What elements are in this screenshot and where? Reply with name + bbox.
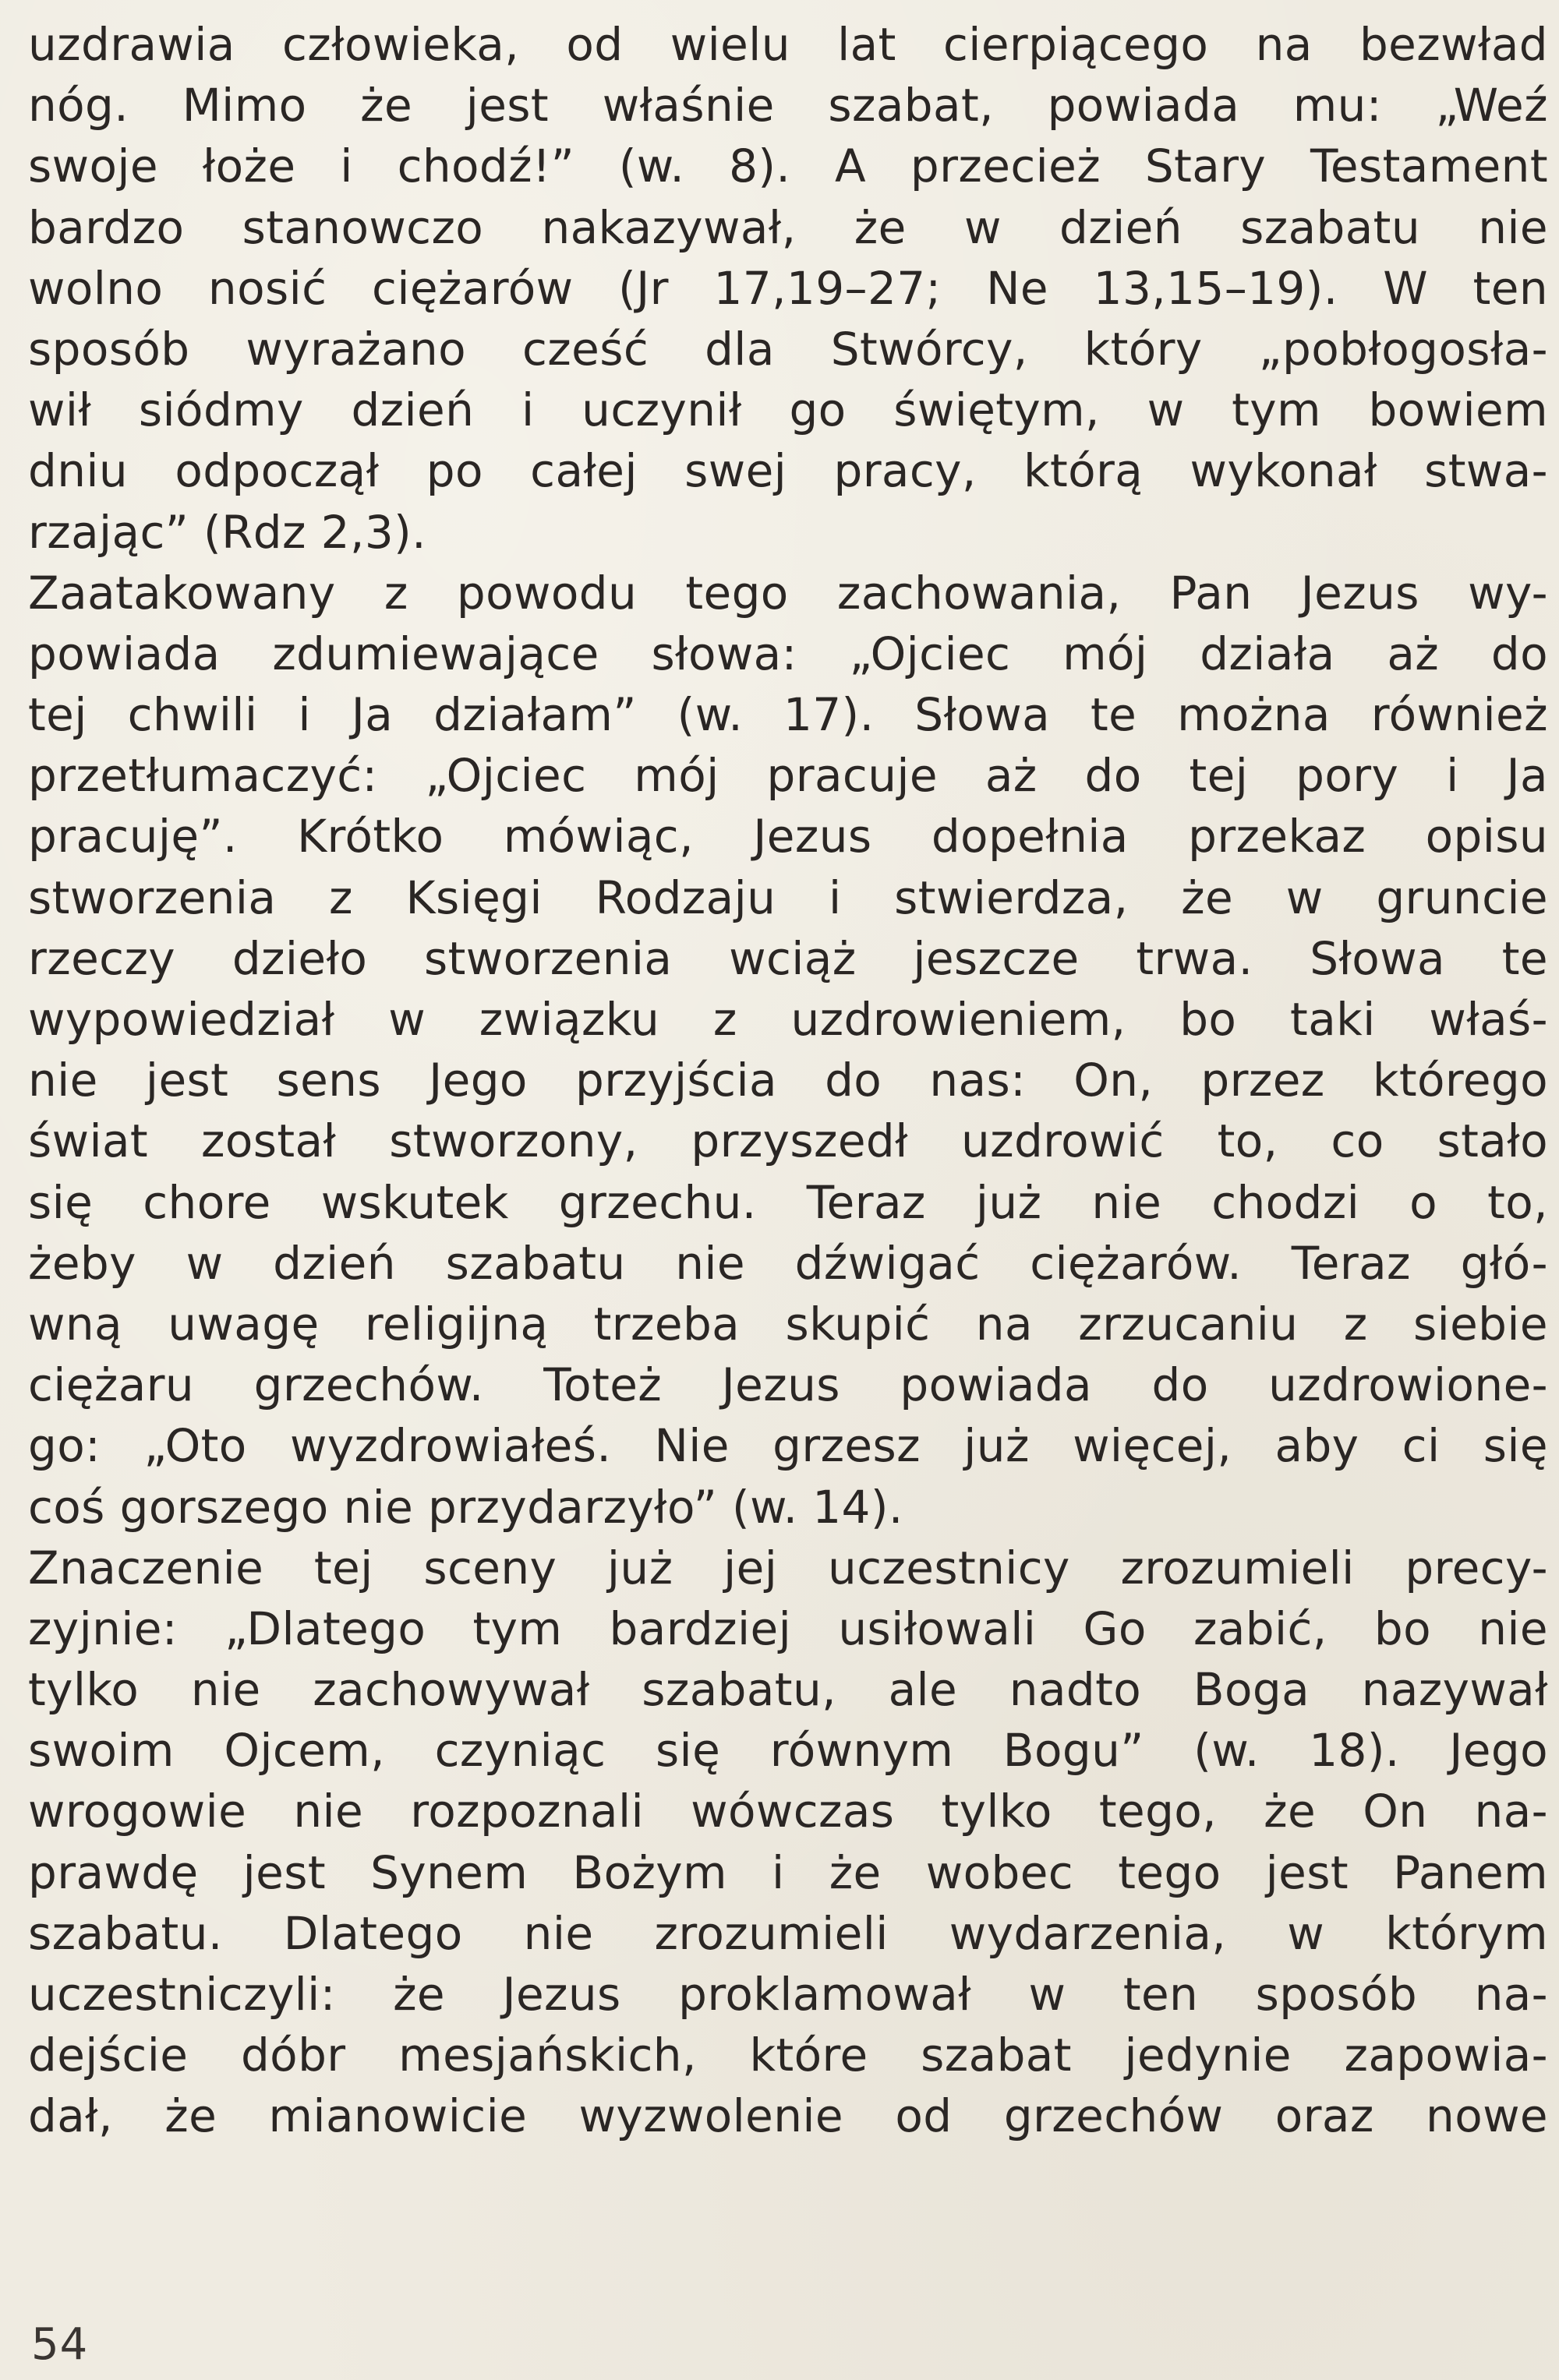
text-line: żeby w dzień szabatu nie dźwigać ciężarów. Teraz głó- <box>28 1236 1548 1290</box>
text-line: pracuję”. Krótko mówiąc, Jezus dopełnia przekaz opisu <box>28 810 1548 863</box>
text-line: prawdę jest Synem Bożym i że wobec tego jest Panem <box>28 1845 1548 1899</box>
paragraph <box>28 14 1548 563</box>
text-line: uczestniczyli: że Jezus proklamował w ten sposób na- <box>28 1968 1548 2021</box>
text-line: dejście dóbr mesjańskich, które szabat jedynie zapowia- <box>28 2029 1548 2082</box>
text-line: uzdrawia człowieka, od wielu lat cierpiącego na bezwład <box>28 18 1548 71</box>
text-line: swoim Ojcem, czyniąc się równym Bogu” (w. 18). Jego <box>28 1724 1548 1778</box>
text-line: powiada zdumiewające słowa: „Ojciec mój działa aż do <box>28 627 1548 680</box>
text-line: Zaatakowany z powodu tego zachowania, Pan Jezus wy- <box>28 566 1548 620</box>
paragraph <box>28 563 1548 1538</box>
page-number: 54 <box>31 2319 89 2370</box>
text-line: rzając” (Rdz 2,3). <box>28 505 426 559</box>
text-line: dał, że mianowicie wyzwolenie od grzechów oraz nowe <box>28 2089 1548 2143</box>
text-line: bardzo stanowczo nakazywał, że w dzień szabatu nie <box>28 200 1548 254</box>
text-line: wrogowie nie rozpoznali wówczas tylko tego, że On na- <box>28 1785 1548 1838</box>
text-line: swoje łoże i chodź!” (w. 8). A przecież Stary Testament <box>28 139 1548 193</box>
text-line: wił siódmy dzień i uczynił go świętym, w tym bowiem <box>28 383 1548 437</box>
text-line: sposób wyrażano cześć dla Stwórcy, który „pobłogosła- <box>28 322 1548 376</box>
body-text <box>28 14 1548 2147</box>
text-line: ciężaru grzechów. Toteż Jezus powiada do uzdrowione- <box>28 1358 1548 1412</box>
text-line: rzeczy dzieło stworzenia wciąż jeszcze trwa. Słowa te <box>28 931 1548 985</box>
text-line: nie jest sens Jego przyjścia do nas: On, przez którego <box>28 1054 1548 1107</box>
text-line: Znaczenie tej sceny już jej uczestnicy zrozumieli precy- <box>28 1541 1548 1594</box>
text-line: go: „Oto wyzdrowiałeś. Nie grzesz już więcej, aby ci się <box>28 1419 1548 1473</box>
paragraph <box>28 1538 1548 2147</box>
text-line: dniu odpoczął po całej swej pracy, którą wykonał stwa- <box>28 444 1548 498</box>
text-line: się chore wskutek grzechu. Teraz już nie chodzi o to, <box>28 1175 1548 1229</box>
text-line: stworzenia z Księgi Rodzaju i stwierdza, że w gruncie <box>28 870 1548 924</box>
text-line: wną uwagę religijną trzeba skupić na zrzucaniu z siebie <box>28 1297 1548 1351</box>
text-line: tylko nie zachowywał szabatu, ale nadto Boga nazywał <box>28 1663 1548 1717</box>
text-line: tej chwili i Ja działam” (w. 17). Słowa te można również <box>28 688 1548 742</box>
text-line: świat został stworzony, przyszedł uzdrowić to, co stało <box>28 1114 1548 1168</box>
text-line: przetłumaczyć: „Ojciec mój pracuje aż do tej pory i Ja <box>28 749 1548 803</box>
text-line: wolno nosić ciężarów (Jr 17,19–27; Ne 13,15–19). W ten <box>28 261 1548 315</box>
text-line: zyjnie: „Dlatego tym bardziej usiłowali Go zabić, bo nie <box>28 1601 1548 1655</box>
text-line: nóg. Mimo że jest właśnie szabat, powiada mu: „Weź <box>28 79 1548 132</box>
text-line: coś gorszego nie przydarzyło” (w. 14). <box>28 1480 903 1534</box>
text-line: wypowiedział w związku z uzdrowieniem, bo taki właś- <box>28 993 1548 1046</box>
text-line: szabatu. Dlatego nie zrozumieli wydarzenia, w którym <box>28 1906 1548 1960</box>
